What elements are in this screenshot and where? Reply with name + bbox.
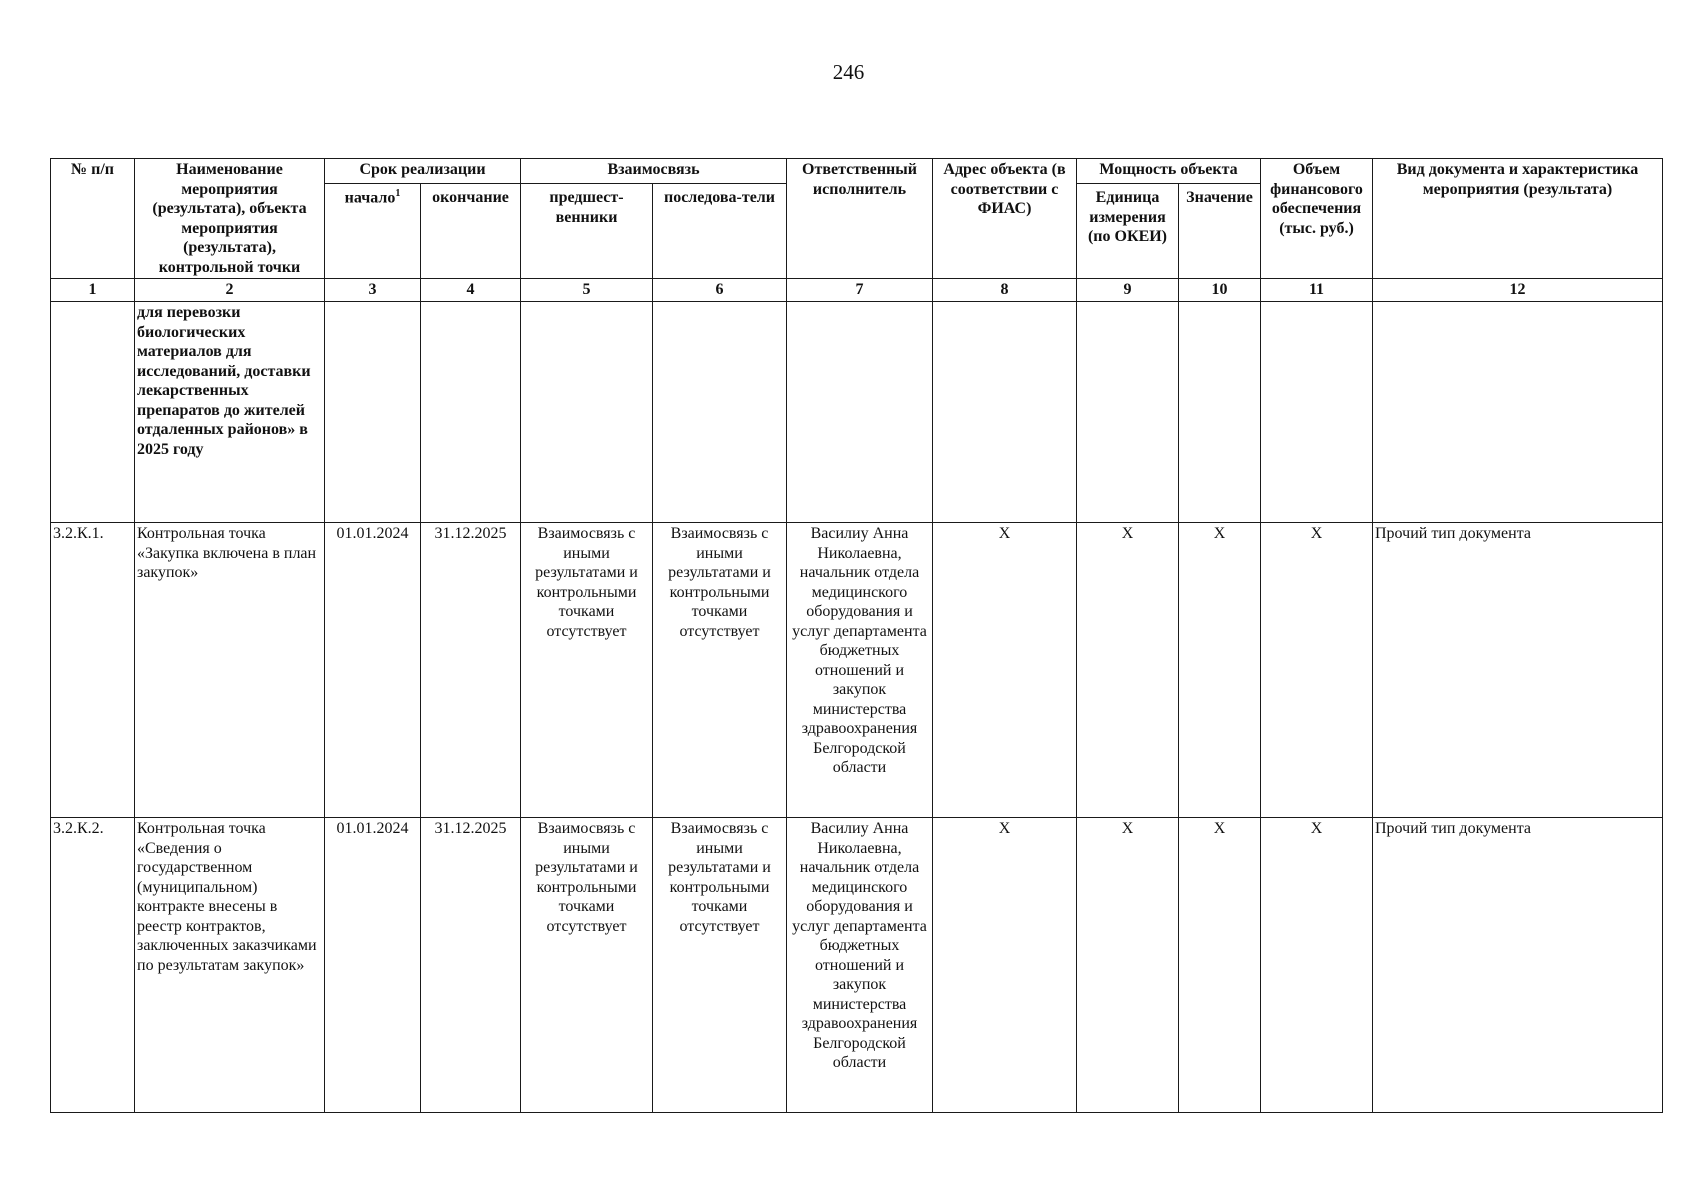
column-number: 10 [1179,279,1261,302]
row-number: 3.2.К.1. [51,523,135,818]
header-doc-type: Вид документа и характеристика мероприятия (результата) [1373,159,1663,279]
header-term-end: окончание [421,184,521,279]
header-term-start: начало$^1$ [325,184,421,279]
column-number: 1 [51,279,135,302]
row-value: Х [1179,523,1261,818]
header-capacity-group: Мощность объекта [1077,159,1261,184]
row-start-date: 01.01.2024 [325,818,421,1113]
header-capacity-unit: Единица измерения (по ОКЕИ) [1077,184,1179,279]
cell-empty [521,302,653,523]
column-number: 9 [1077,279,1179,302]
cell-empty [1179,302,1261,523]
row-name: Контрольная точка «Сведения о государственном (муниципальном) контракте внесены в реестр контрактов, заключенных заказчиками по результатам закупок» [135,818,325,1113]
row-number: 3.2.К.2. [51,818,135,1113]
cell-empty [1373,302,1663,523]
cell-empty [325,302,421,523]
header-term-group: Срок реализации [325,159,521,184]
header-link-next: последова-тели [653,184,787,279]
row-predecessors: Взаимосвязь с иными результатами и контрольными точками отсутствует [521,523,653,818]
row-responsible: Василиу Анна Николаевна, начальник отдела медицинского оборудования и услуг департамента бюджетных отношений и закупок министерства здравоохранения Белгородской области [787,818,933,1113]
cell-empty [653,302,787,523]
row-responsible: Василиу Анна Николаевна, начальник отдела медицинского оборудования и услуг департамента бюджетных отношений и закупок министерства здравоохранения Белгородской области [787,523,933,818]
row-doc-type: Прочий тип документа [1373,523,1663,818]
row-end-date: 31.12.2025 [421,818,521,1113]
events-table [50,158,1663,1113]
cell-empty [51,302,135,523]
column-number: 6 [653,279,787,302]
cell-empty [421,302,521,523]
row-name: Контрольная точка «Закупка включена в план закупок» [135,523,325,818]
row-predecessors: Взаимосвязь с иными результатами и контрольными точками отсутствует [521,818,653,1113]
header-number: № п/п [51,159,135,279]
table-row [51,523,1663,818]
column-number: 7 [787,279,933,302]
table-row-continuation [51,302,1663,523]
column-number: 12 [1373,279,1663,302]
header-address: Адрес объекта (в соответствии с ФИАС) [933,159,1077,279]
column-number: 2 [135,279,325,302]
column-number: 4 [421,279,521,302]
row-unit: Х [1077,523,1179,818]
cell-empty [933,302,1077,523]
header-funding: Объем финансового обеспечения (тыс. руб.) [1261,159,1373,279]
table-row [51,818,1663,1113]
row-successors: Взаимосвязь с иными результатами и контрольными точками отсутствует [653,818,787,1113]
page-number: 246 [832,60,865,84]
column-number: 5 [521,279,653,302]
row-end-date: 31.12.2025 [421,523,521,818]
column-number: 11 [1261,279,1373,302]
row-address: Х [933,818,1077,1113]
column-numbers-row [51,279,1663,302]
cell-empty [787,302,933,523]
header-link-prev: предшест-венники [521,184,653,279]
continuation-name: для перевозки биологических материалов для исследований, доставки лекарственных препаратов до жителей отдаленных районов» в 2025 году [135,302,325,523]
column-number: 3 [325,279,421,302]
row-successors: Взаимосвязь с иными результатами и контрольными точками отсутствует [653,523,787,818]
cell-empty [1077,302,1179,523]
row-address: Х [933,523,1077,818]
row-start-date: 01.01.2024 [325,523,421,818]
row-funding: Х [1261,523,1373,818]
header-capacity-value: Значение [1179,184,1261,279]
row-unit: Х [1077,818,1179,1113]
row-value: Х [1179,818,1261,1113]
row-funding: Х [1261,818,1373,1113]
header-name: Наименование мероприятия (результата), объекта мероприятия (результата), контрольной точки [135,159,325,279]
column-number: 8 [933,279,1077,302]
header-link-group: Взаимосвязь [521,159,787,184]
row-doc-type: Прочий тип документа [1373,818,1663,1113]
cell-empty [1261,302,1373,523]
header-responsible: Ответственный исполнитель [787,159,933,279]
